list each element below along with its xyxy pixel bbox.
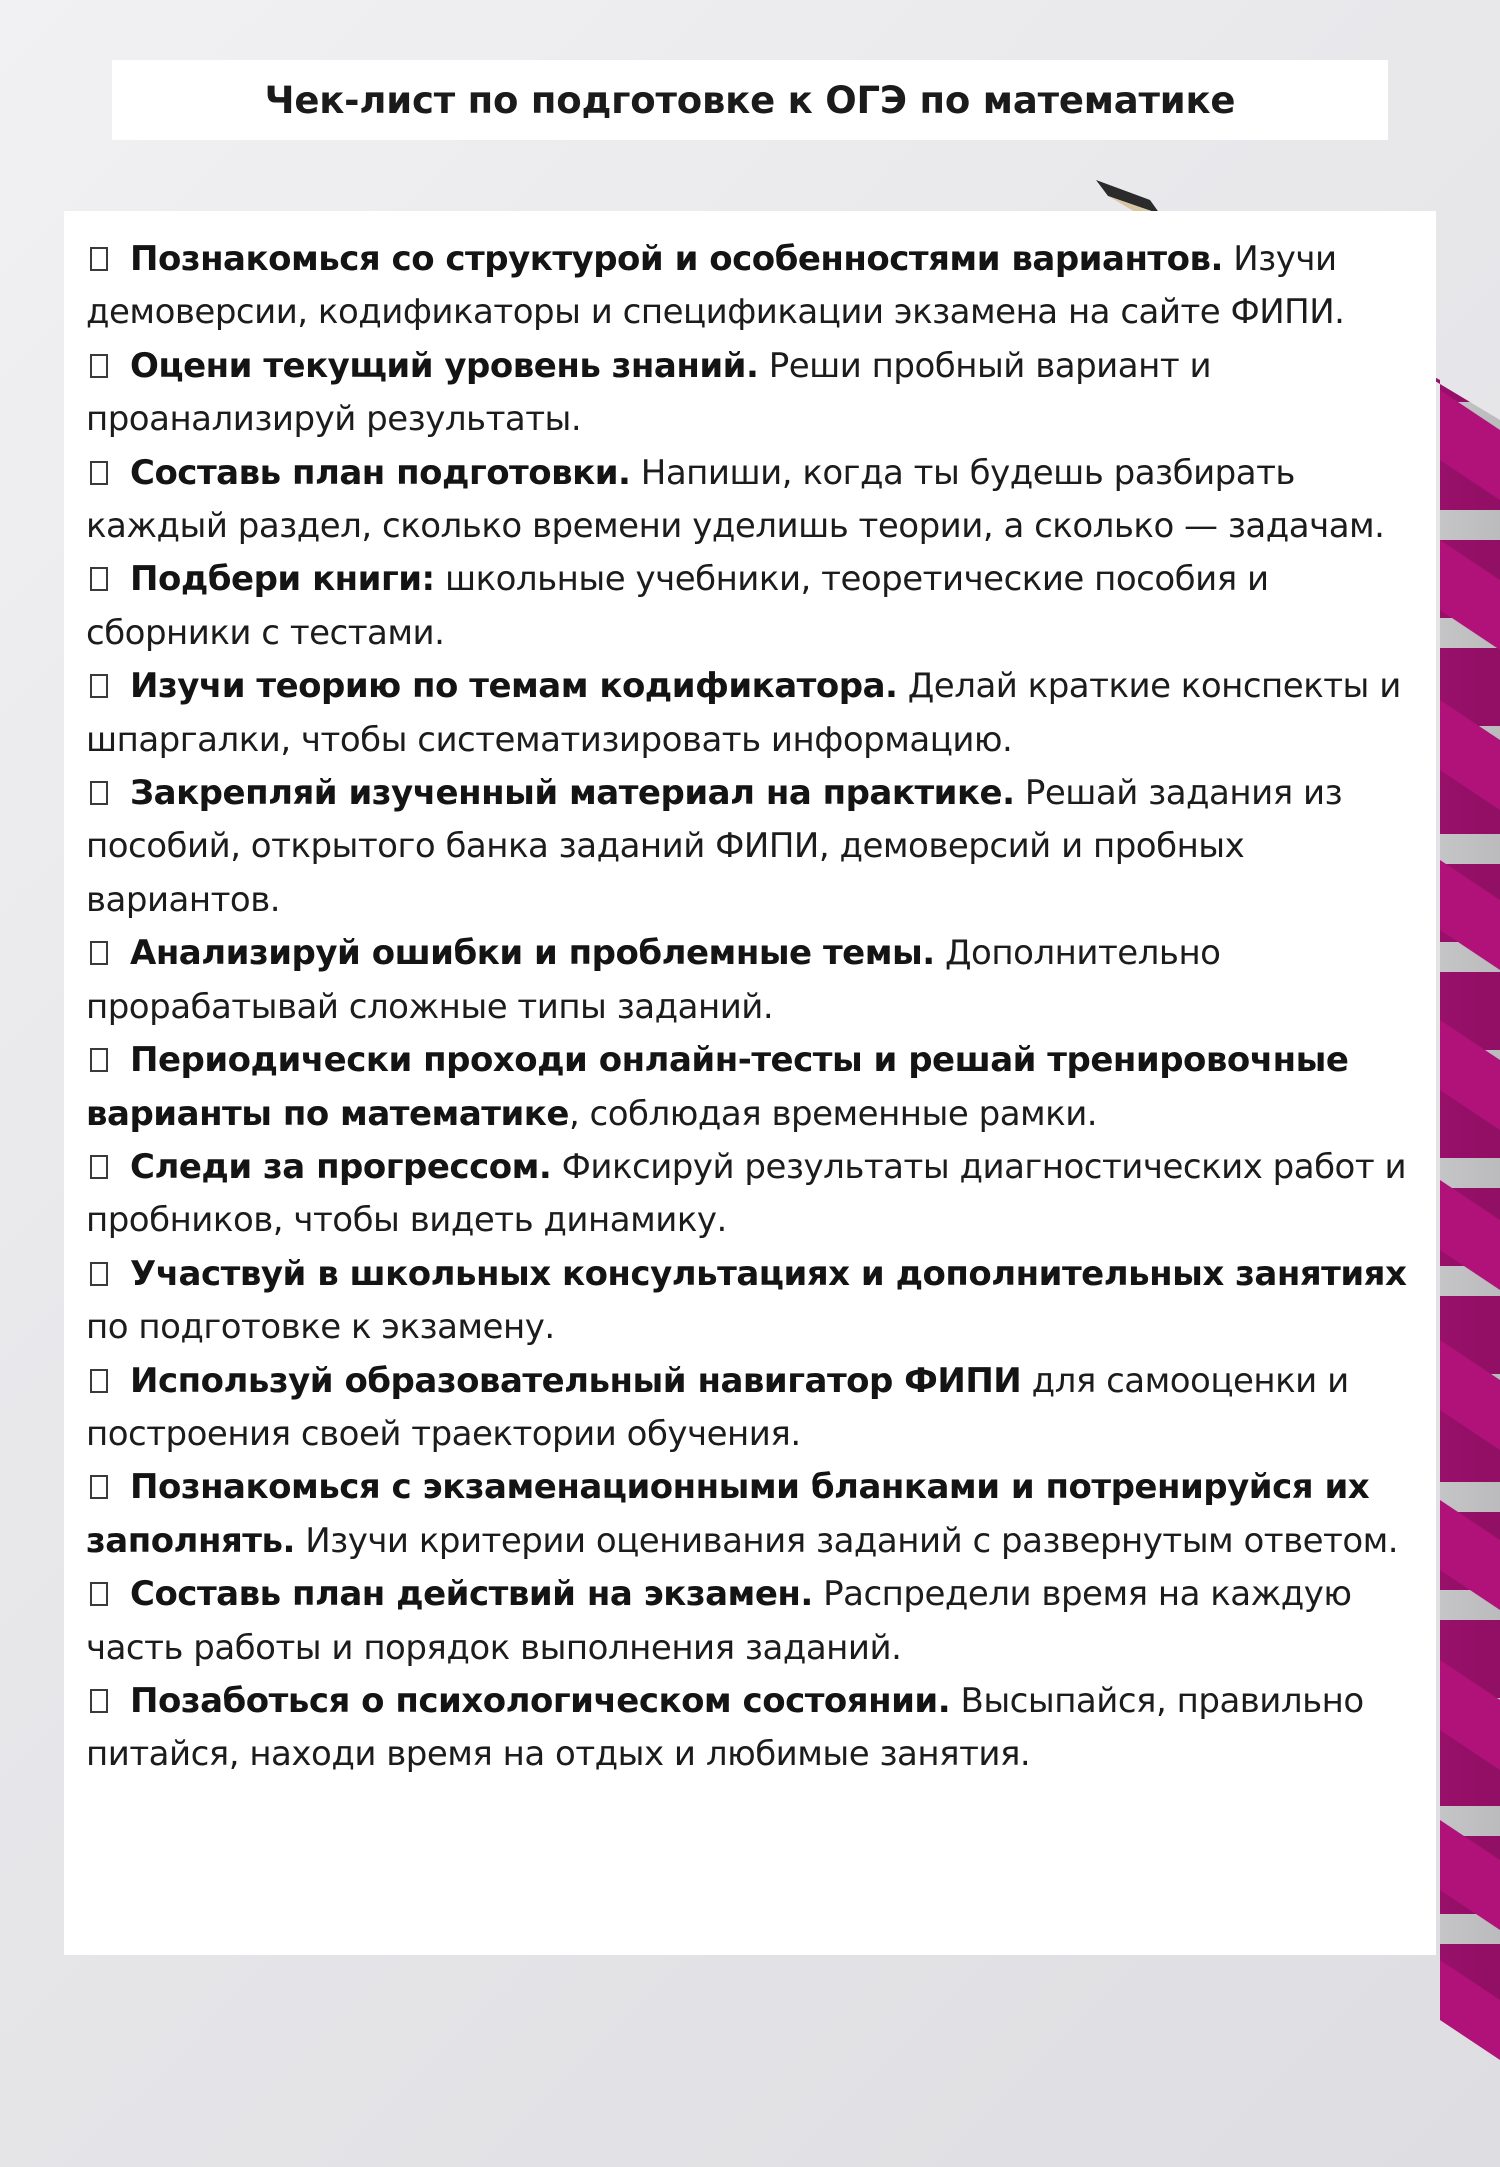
checkbox-icon[interactable] (90, 941, 108, 965)
checkbox-icon[interactable] (90, 1155, 108, 1179)
list-item (86, 553, 1416, 660)
item-bold-text: Используй образовательный навигатор ФИПИ (130, 1360, 1022, 1401)
item-text: Фиксируй результаты диагностических работ и пробников, чтобы видеть динамику. (86, 1146, 1407, 1241)
list-item (86, 447, 1416, 554)
item-bold-text: Участвуй в школьных консультациях и дополнительных занятиях (130, 1253, 1407, 1294)
checkbox-icon[interactable] (90, 567, 108, 591)
checkbox-icon[interactable] (90, 1262, 108, 1286)
item-bold-text: Позаботься о психологическом состоянии. (130, 1680, 951, 1721)
item-bold-text: Периодически проходи онлайн-тесты и решай тренировочные варианты по математике (86, 1040, 1349, 1134)
checkbox-icon[interactable] (90, 1048, 108, 1072)
item-text: Напиши, когда ты будешь разбирать каждый раздел, сколько времени уделишь теории, а сколько — задачам. (86, 452, 1385, 547)
item-bold-text: Составь план действий на экзамен. (130, 1574, 813, 1615)
item-text: Высыпайся, правильно питайся, находи время на отдых и любимые занятия. (86, 1680, 1364, 1775)
item-bold-text: Закрепляй изученный материал на практике. (130, 773, 1015, 814)
checkbox-icon[interactable] (90, 1369, 108, 1393)
checkbox-icon[interactable] (90, 674, 108, 698)
item-text: Изучи критерии оценивания заданий с развернутым ответом. (294, 1520, 1399, 1561)
checkbox-icon[interactable] (90, 247, 108, 271)
item-text: Реши пробный вариант и проанализируй результаты. (86, 345, 1212, 440)
page-title: Чек-лист по подготовке к ОГЭ по математике (264, 78, 1236, 122)
list-item (86, 1461, 1416, 1568)
checkbox-icon[interactable] (90, 1475, 108, 1499)
list-item (86, 233, 1416, 340)
item-bold-text: Подбери книги: (130, 559, 435, 600)
item-text: Изучи демоверсии, кодификаторы и спецификации экзамена на сайте ФИПИ. (86, 239, 1345, 333)
checkbox-icon[interactable] (90, 1689, 108, 1713)
item-text: Делай краткие конспекты и шпаргалки, чтобы систематизировать информацию. (86, 666, 1401, 760)
list-item (86, 1675, 1416, 1782)
list-item (86, 767, 1416, 927)
title-banner (112, 60, 1388, 140)
list-item (86, 1034, 1416, 1141)
item-bold-text: Познакомься с экзаменационными бланками и потренируйся их заполнять. (86, 1467, 1370, 1561)
item-text: Решай задания из пособий, открытого банка заданий ФИПИ, демоверсий и пробных вариантов. (86, 773, 1343, 920)
checklist (86, 233, 1416, 1782)
item-bold-text: Следи за прогрессом. (130, 1146, 552, 1187)
checkbox-icon[interactable] (90, 461, 108, 485)
checkbox-icon[interactable] (90, 1582, 108, 1606)
item-bold-text: Анализируй ошибки и проблемные темы. (130, 933, 935, 974)
item-bold-text: Составь план подготовки. (130, 452, 631, 493)
item-bold-text: Оцени текущий уровень знаний. (130, 345, 759, 386)
list-item (86, 340, 1416, 447)
list-item (86, 1355, 1416, 1462)
item-bold-text: Познакомься со структурой и особенностями вариантов. (130, 239, 1223, 279)
item-text: , соблюдая временные рамки. (568, 1093, 1098, 1134)
item-bold-text: Изучи теорию по темам кодификатора. (130, 666, 898, 707)
list-item (86, 1141, 1416, 1248)
list-item (86, 660, 1416, 767)
item-text: Распредели время на каждую часть работы и порядок выполнения заданий. (86, 1574, 1352, 1668)
checkbox-icon[interactable] (90, 354, 108, 378)
checkbox-icon[interactable] (90, 781, 108, 805)
item-text: для самооценки и построения своей траектории обучения. (86, 1360, 1349, 1454)
list-item (86, 1248, 1416, 1355)
item-text: по подготовке к экзамену. (86, 1307, 555, 1348)
list-item (86, 927, 1416, 1034)
list-item (86, 1568, 1416, 1675)
checklist-card (64, 211, 1436, 1955)
item-text: Дополнительно прорабатывай сложные типы заданий. (86, 933, 1221, 1027)
item-text: школьные учебники, теоретические пособия и сборники с тестами. (86, 559, 1269, 653)
